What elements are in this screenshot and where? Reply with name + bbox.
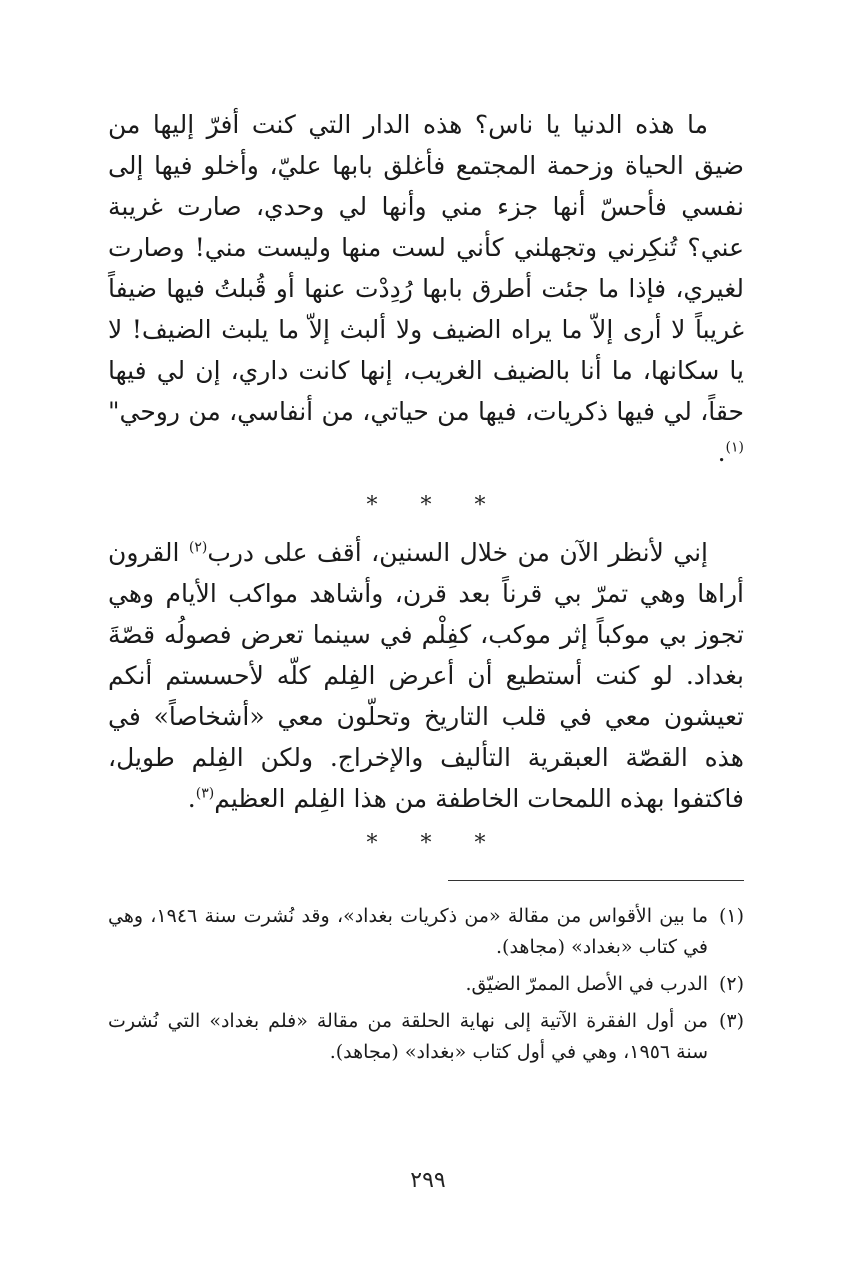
footnote-number: (١): [718, 905, 744, 927]
paragraph-2: [108, 532, 744, 818]
footnote-divider: [448, 880, 744, 881]
paragraph-1-text: ما هذه الدنيا يا ناس؟ هذه الدار التي كنت أفرّ إليها من ضيق الحياة وزحمة المجتمع فأغلق بابها عليّ، وأخلو فيها إلى نفسي فأحسّ أنها جزء مني وأنها لي وحدي، صارت غريبة عني؟ تُنكِرني وتجهلني كأني لست منها وليست مني! وصارت لغيري، فإذا ما جئت أطرق بابها رُدِدْت عنها أو قُبلتُ فيها ضيفاً غريباً لا أرى إلاّ ما يراه الضيف ولا ألبث إلاّ ما يلبث الضيف! لا يا سكانها، ما أنا بالضيف الغريب، إنها كانت داري، إن لي فيها حقاً، لي فيها ذكريات، فيها من حياتي، من أنفاسي، من روحي": [108, 110, 744, 426]
footnote-text: الدرب في الأصل الممرّ الضيّق.: [465, 973, 708, 995]
section-separator-1: [108, 480, 744, 532]
footnote-ref-1[interactable]: (١): [725, 439, 744, 456]
paragraph-2-middle: القرون أراها وهي تمرّ بي قرناً بعد قرن، وأشاهد مواكب الأيام وهي تجوز بي موكباً إثر موكب، كفِلْم في سينما تعرض فصولُه قصّةَ بغداد. لو كنت أستطيع أن أعرض الفِلم كلّه لأحسستم أنكم تعيشون معي في قلب التاريخ وتحلّون معي «أشخاصاً» في هذه القصّة العبقرية التأليف والإخراج. ولكن الفِلم طويل، فاكتفوا بهذه اللمحات الخاطفة من هذا الفِلم العظيم: [108, 538, 744, 813]
section-separator-2: [108, 818, 744, 870]
footnote-ref-3[interactable]: (٣): [195, 785, 215, 802]
separator-text: * * *: [366, 831, 504, 856]
footnote-number: (٢): [718, 973, 744, 995]
paragraph-1-end: .: [717, 438, 726, 467]
paragraph-2-end: .: [187, 784, 196, 813]
footnote-1: [108, 901, 744, 963]
footnote-text: من أول الفقرة الآتية إلى نهاية الحلقة من مقالة «فلم بغداد» التي نُشرت سنة ١٩٥٦، وهي في أول كتاب «بغداد» (مجاهد).: [108, 1010, 708, 1063]
footnotes: [108, 901, 744, 1068]
footnote-text: ما بين الأقواس من مقالة «من ذكريات بغداد»، وقد نُشرت سنة ١٩٤٦، وهي في كتاب «بغداد» (مجاهد).: [108, 905, 708, 958]
paragraph-2-start: إني لأنظر الآن من خلال السنين، أقف على درب: [207, 538, 709, 567]
footnote-2: [108, 969, 744, 1000]
page-number: ٢٩٩: [410, 1168, 446, 1193]
separator-text: * * *: [366, 493, 504, 518]
paragraph-1: [108, 104, 744, 480]
footnote-number: (٣): [718, 1010, 744, 1032]
footnote-ref-2[interactable]: (٢): [188, 539, 208, 556]
footnote-3: [108, 1006, 744, 1068]
page-body: [108, 104, 744, 1074]
